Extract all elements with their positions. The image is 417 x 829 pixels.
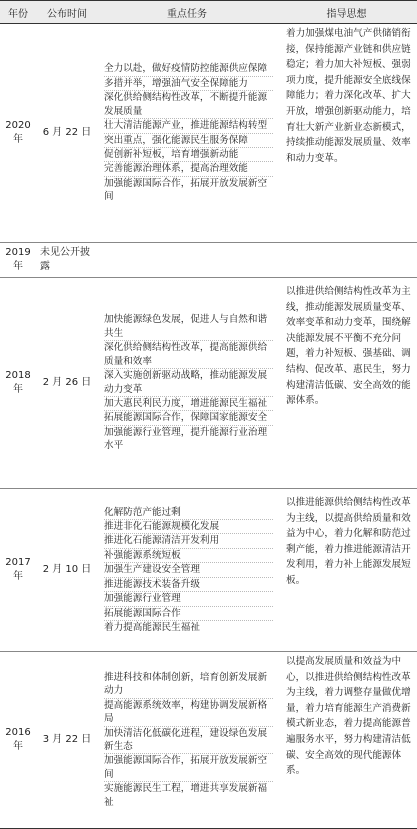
task-item: 完善能源治理体系，提高治理效能 xyxy=(104,162,273,176)
task-item: 拓展能源国际合作，保障国家能源安全 xyxy=(104,411,273,425)
year-cell: 2016 年 xyxy=(0,652,36,829)
guidance-cell: 以推进能源供给侧结构性改革为主线，以提高供给质量和效益为中心，着力化解和防范过剩产能，着力推进能源清洁开发利用，着力补上能源发展短板。 xyxy=(276,489,417,652)
year-cell: 2018 年 xyxy=(0,278,36,489)
date-cell: 2 月 26 日 xyxy=(36,278,98,489)
header-year: 年份 xyxy=(0,1,36,24)
tasks-cell xyxy=(98,652,276,829)
date-cell: 3 月 22 日 xyxy=(36,652,98,829)
task-item: 突出重点，强化能源民生服务保障 xyxy=(104,134,273,148)
header-tasks: 重点任务 xyxy=(98,1,276,24)
task-item: 推进能源技术装备升级 xyxy=(104,578,273,592)
date-cell: 未见公开披露 xyxy=(36,243,98,278)
year-cell: 2019 年 xyxy=(0,243,36,278)
guidance-cell: 着力加强煤电油气产供储销衔接，保持能源产业链和供应链稳定；着力加大补短板、强弱项力度，提升能源安全底线保障能力；着力深化改革、扩大开放，增强创新驱动能力，培育壮大新产业新业态新模式，持续推动能源发展质量、效率和动力变革。 xyxy=(276,24,417,243)
task-item: 加快能源绿色发展，促进人与自然和谐共生 xyxy=(104,313,273,341)
table-row xyxy=(0,278,417,489)
task-item: 加强能源国际合作，拓展开放发展新空间 xyxy=(104,177,268,203)
table-header-row xyxy=(0,1,417,24)
task-item: 推进化石能源清洁开发利用 xyxy=(104,534,273,548)
task-item: 加大惠民利民力度，增进能源民生福祉 xyxy=(104,397,273,411)
task-item: 加强能源行业管理 xyxy=(104,592,273,606)
task-item: 加强能源行业管理，提升能源行业治理水平 xyxy=(104,426,268,452)
task-item: 全力以赴，做好疫情防控能源供应保障 xyxy=(104,62,273,76)
task-item: 推进非化石能源规模化发展 xyxy=(104,520,273,534)
task-item: 提高能源系统效率，构建协调发展新格局 xyxy=(104,699,273,727)
guidance-cell: 以提高发展质量和效益为中心，以推进供给侧结构性改革为主线，着力调整存量做优增量，着力培育能源生产消费新模式新业态，着力提高能源普遍服务水平，努力构建清洁低碳、安全高效的现代能源体系。 xyxy=(276,652,417,829)
task-item: 拓展能源国际合作 xyxy=(104,607,273,621)
table-row xyxy=(0,489,417,652)
table-row xyxy=(0,243,417,278)
task-item: 化解防范产能过剩 xyxy=(104,506,273,520)
header-date: 公布时间 xyxy=(36,1,98,24)
guidance-cell xyxy=(276,243,417,278)
year-cell: 2020 年 xyxy=(0,24,36,243)
tasks-cell xyxy=(98,24,276,243)
tasks-cell xyxy=(98,489,276,652)
table-row xyxy=(0,652,417,829)
task-item: 多措并举，增强油气安全保障能力 xyxy=(104,77,273,91)
task-item: 促创新补短板，培育增强新动能 xyxy=(104,148,273,162)
task-item: 加强生产建设安全管理 xyxy=(104,563,273,577)
date-cell: 2 月 10 日 xyxy=(36,489,98,652)
table-row xyxy=(0,24,417,243)
task-item: 深化供给侧结构性改革，提高能源供给质量和效率 xyxy=(104,341,273,369)
task-item: 加强能源国际合作，拓展开放发展新空间 xyxy=(104,754,273,782)
task-item: 深入实施创新驱动战略，推动能源发展动力变革 xyxy=(104,369,273,397)
task-item: 推进科技和体制创新，培育创新发展新动力 xyxy=(104,671,273,699)
year-cell: 2017 年 xyxy=(0,489,36,652)
guidance-cell: 以推进供给侧结构性改革为主线，推动能源发展质量变革、效率变革和动力变革，围绕解决能源发展不平衡不充分问题，着力补短板、强基础、调结构、促改革、惠民生，努力构建清洁低碳、安全高效的能源体系。 xyxy=(276,278,417,489)
task-item: 补强能源系统短板 xyxy=(104,549,273,563)
date-cell: 6 月 22 日 xyxy=(36,24,98,243)
task-item: 深化供给侧结构性改革，不断提升能源发展质量 xyxy=(104,91,273,119)
task-item: 壮大清洁能源产业，推进能源结构转型 xyxy=(104,119,273,133)
tasks-cell xyxy=(98,278,276,489)
tasks-cell xyxy=(98,243,276,278)
header-guidance: 指导思想 xyxy=(276,1,417,24)
task-item: 加快清洁化低碳化进程，建设绿色发展新生态 xyxy=(104,727,273,755)
task-item: 着力提高能源民生福祉 xyxy=(104,621,200,633)
task-item: 实施能源民生工程，增进共享发展新福祉 xyxy=(104,783,268,808)
